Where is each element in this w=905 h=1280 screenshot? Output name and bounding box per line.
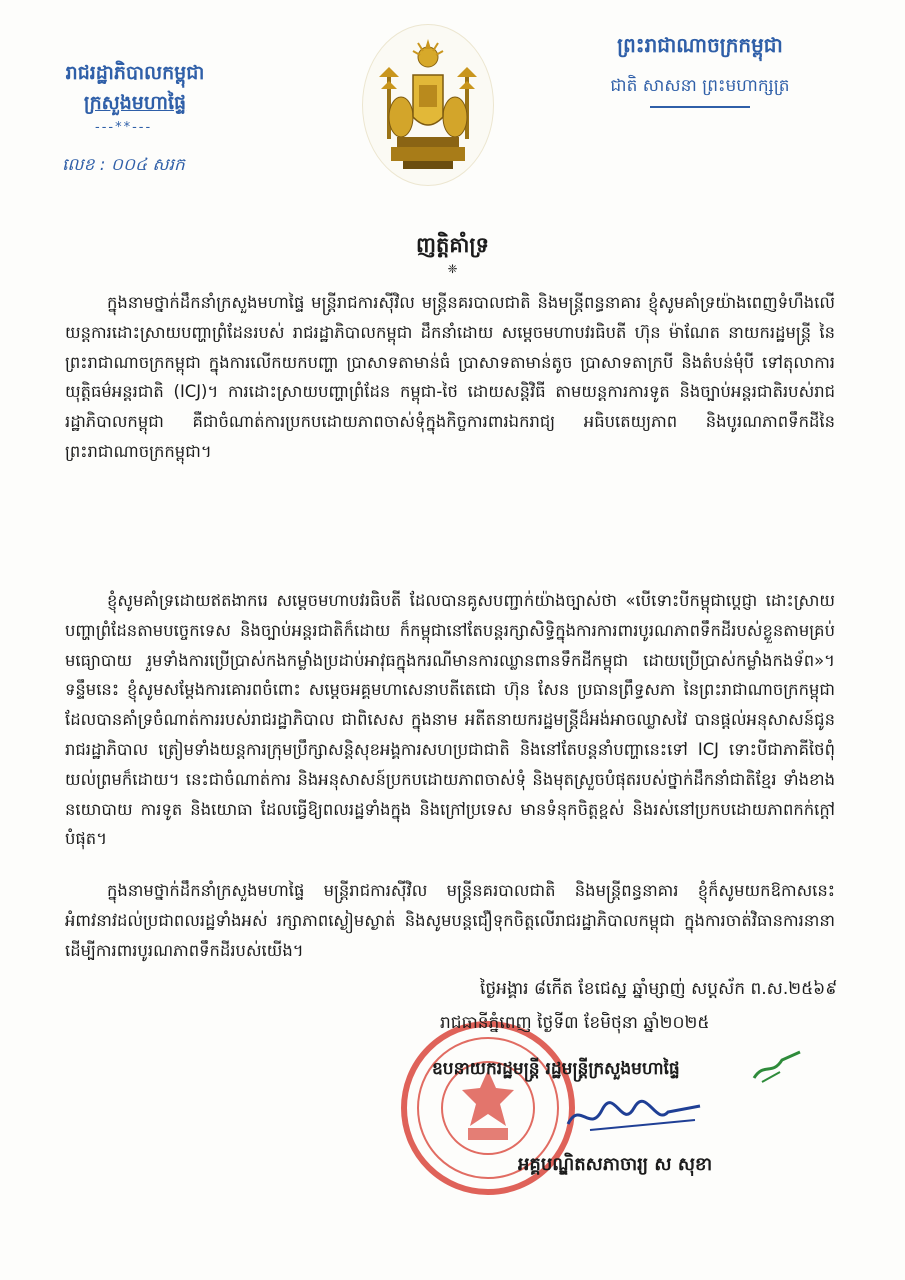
ministry-line-interior: ក្រសួងមហាផ្ទៃ xyxy=(83,92,187,114)
motto-divider xyxy=(650,106,750,108)
kingdom-title: ព្រះរាជាណាចក្រកម្ពុជា xyxy=(617,33,783,57)
body-paragraph-1: ក្នុងនាមថ្នាក់ដឹកនាំក្រសួងមហាផ្ទៃ មន្រ្តីរាជការស៊ីវិល មន្រ្តីនគរបាលជាតិ និងមន្រ្តីពន្ធនាគារ ខ្ញុំសូមគាំទ្រយ៉ាងពេញទំហឹងលើយន្តការដោះស្រាយបញ្ហាព្រំដែនរបស់ រាជរដ្ឋាភិបាលកម្ពុជា ដឹកនាំដោយ សម្តេចមហាបវរធិបតី ហ៊ុន ម៉ាណែត នាយករដ្ឋមន្ត្រី នៃព្រះរាជាណាចក្រកម្ពុជា ក្នុងការលើកយកបញ្ហា ប្រាសាទតាមាន់ធំ ប្រាសាទតាមាន់តូច ប្រាសាទតាក្របី និងតំបន់មុំបី ទៅតុលាការយុត្តិធម៌អន្តរជាតិ (ICJ)។ ការដោះស្រាយបញ្ហាព្រំដែន កម្ពុជា-ថៃ ដោយសន្តិវិធី តាមយន្តការការទូត និងច្បាប់អន្តរជាតិរបស់រាជរដ្ឋាភិបាលកម្ពុជា គឺជាចំណាត់ការប្រកបដោយភាពចាស់ទុំក្នុងកិច្ចការពារឯករាជ្យ អធិបតេយ្យភាព និងបូរណភាពទឹកដីនៃព្រះរាជាណាចក្រកម្ពុជា។ xyxy=(65,293,835,461)
document-title: ញត្តិគាំទ្រ xyxy=(416,233,489,257)
body-paragraph-2: ខ្ញុំសូមគាំទ្រដោយឥតងាករេ សម្តេចមហាបវរធិបតី ដែលបានគូសបញ្ជាក់យ៉ាងច្បាស់ថា «បើទោះបីកម្ពុជាប្តេជ្ញា ដោះស្រាយបញ្ហាព្រំដែនតាមបច្ចេកទេស និងច្បាប់អន្តរជាតិក៏ដោយ ក៏កម្ពុជានៅតែបន្តរក្សាសិទ្ធិក្នុងការការពារបូរណភាពទឹកដីរបស់ខ្លួនតាមគ្រប់មធ្យោបាយ រួមទាំងការប្រើប្រាស់កងកម្លាំងប្រដាប់អាវុធក្នុងករណីមានការឈ្លានពានទឹកដីកម្ពុជា ដោយប្រើប្រាស់កម្លាំងកងទ័ព»។ ទន្ទឹមនេះ ខ្ញុំសូមសម្តែងការគោរពចំពោះ សម្តេចអគ្គមហាសេនាបតីតេជោ ហ៊ុន សែន ប្រធានព្រឹទ្ធសភា នៃព្រះរាជាណាចក្រកម្ពុជា ដែលបានគាំទ្រចំណាត់ការរបស់រាជរដ្ឋាភិបាល ជាពិសេស ក្នុងនាម អតីតនាយករដ្ឋមន្ត្រីដ៏អង់អាចឈ្លាសវៃ បានផ្តល់អនុសាសន៍ជូនរាជរដ្ឋាភិបាល ត្រៀមទាំងយន្តការក្រុមប្រឹក្សាសន្តិសុខអង្គការសហប្រជាជាតិ និងនៅតែបន្តនាំបញ្ហានេះទៅ ICJ ទោះបីជាភាគីថៃពុំយល់ព្រមក៏ដោយ។ នេះជាចំណាត់ការ និងអនុសាសន៍ប្រកបដោយភាពចាស់ទុំ និងមុតស្រួចបំផុតរបស់ថ្នាក់ដឹកនាំជាតិខ្មែរ ទាំងខាងនយោបាយ ការទូត និងយោធា ដែលធ្វើឱ្យពលរដ្ឋទាំងក្នុង និងក្រៅប្រទេស មានទំនុកចិត្តខ្ពស់ និងរស់នៅប្រកបដោយភាពកក់ក្តៅបំផុត។ xyxy=(65,591,835,849)
header-ornament: ---**--- xyxy=(95,120,153,135)
reference-number: លេខ : ០០៤ សរក xyxy=(62,155,185,175)
signature-icon xyxy=(560,1090,710,1140)
emblem-icon xyxy=(363,25,493,185)
title-ornament: ❈ xyxy=(447,262,458,276)
ministry-line-government: រាជរដ្ឋាភិបាលកម្ពុជា xyxy=(65,62,205,84)
ministry-header xyxy=(20,58,250,118)
national-motto: ជាតិ សាសនា ព្រះមហាក្សត្រ xyxy=(610,76,790,96)
initial-mark-icon xyxy=(750,1048,805,1088)
date-lunar: ថ្ងៃអង្គារ ៨កើត ខែជេស្ឋ ឆ្នាំម្សាញ់ សប្តស័ក ព.ស.២៥៦៩ xyxy=(480,979,838,999)
royal-arms-emblem xyxy=(362,24,494,186)
body-paragraph-3: ក្នុងនាមថ្នាក់ដឹកនាំក្រសួងមហាផ្ទៃ មន្រ្តីរាជការស៊ីវិល មន្រ្តីនគរបាលជាតិ និងមន្រ្តីពន្ធនាគារ ខ្ញុំក៏សូមយកឱកាសនេះ អំពាវនាវដល់ប្រជាពលរដ្ឋទាំងអស់ រក្សាភាពស្ងៀមស្ងាត់ និងសូមបន្តជឿទុកចិត្តលើរាជរដ្ឋាភិបាលកម្ពុជា ក្នុងការចាត់វិធានការនានាដើម្បីការពារបូរណភាពទឹកដីរបស់យើង។ xyxy=(65,881,835,960)
date-solar: រាជធានីភ្នំពេញ ថ្ងៃទី៣ ខែមិថុនា ឆ្នាំ២០២៥ xyxy=(440,1013,710,1033)
signer-name: អគ្គបណ្ឌិតសភាចារ្យ ស សុខា xyxy=(518,1154,713,1175)
signer-title: ឧបនាយករដ្ឋមន្ត្រី រដ្ឋមន្ត្រីក្រសួងមហាផ្ទៃ xyxy=(432,1059,680,1079)
